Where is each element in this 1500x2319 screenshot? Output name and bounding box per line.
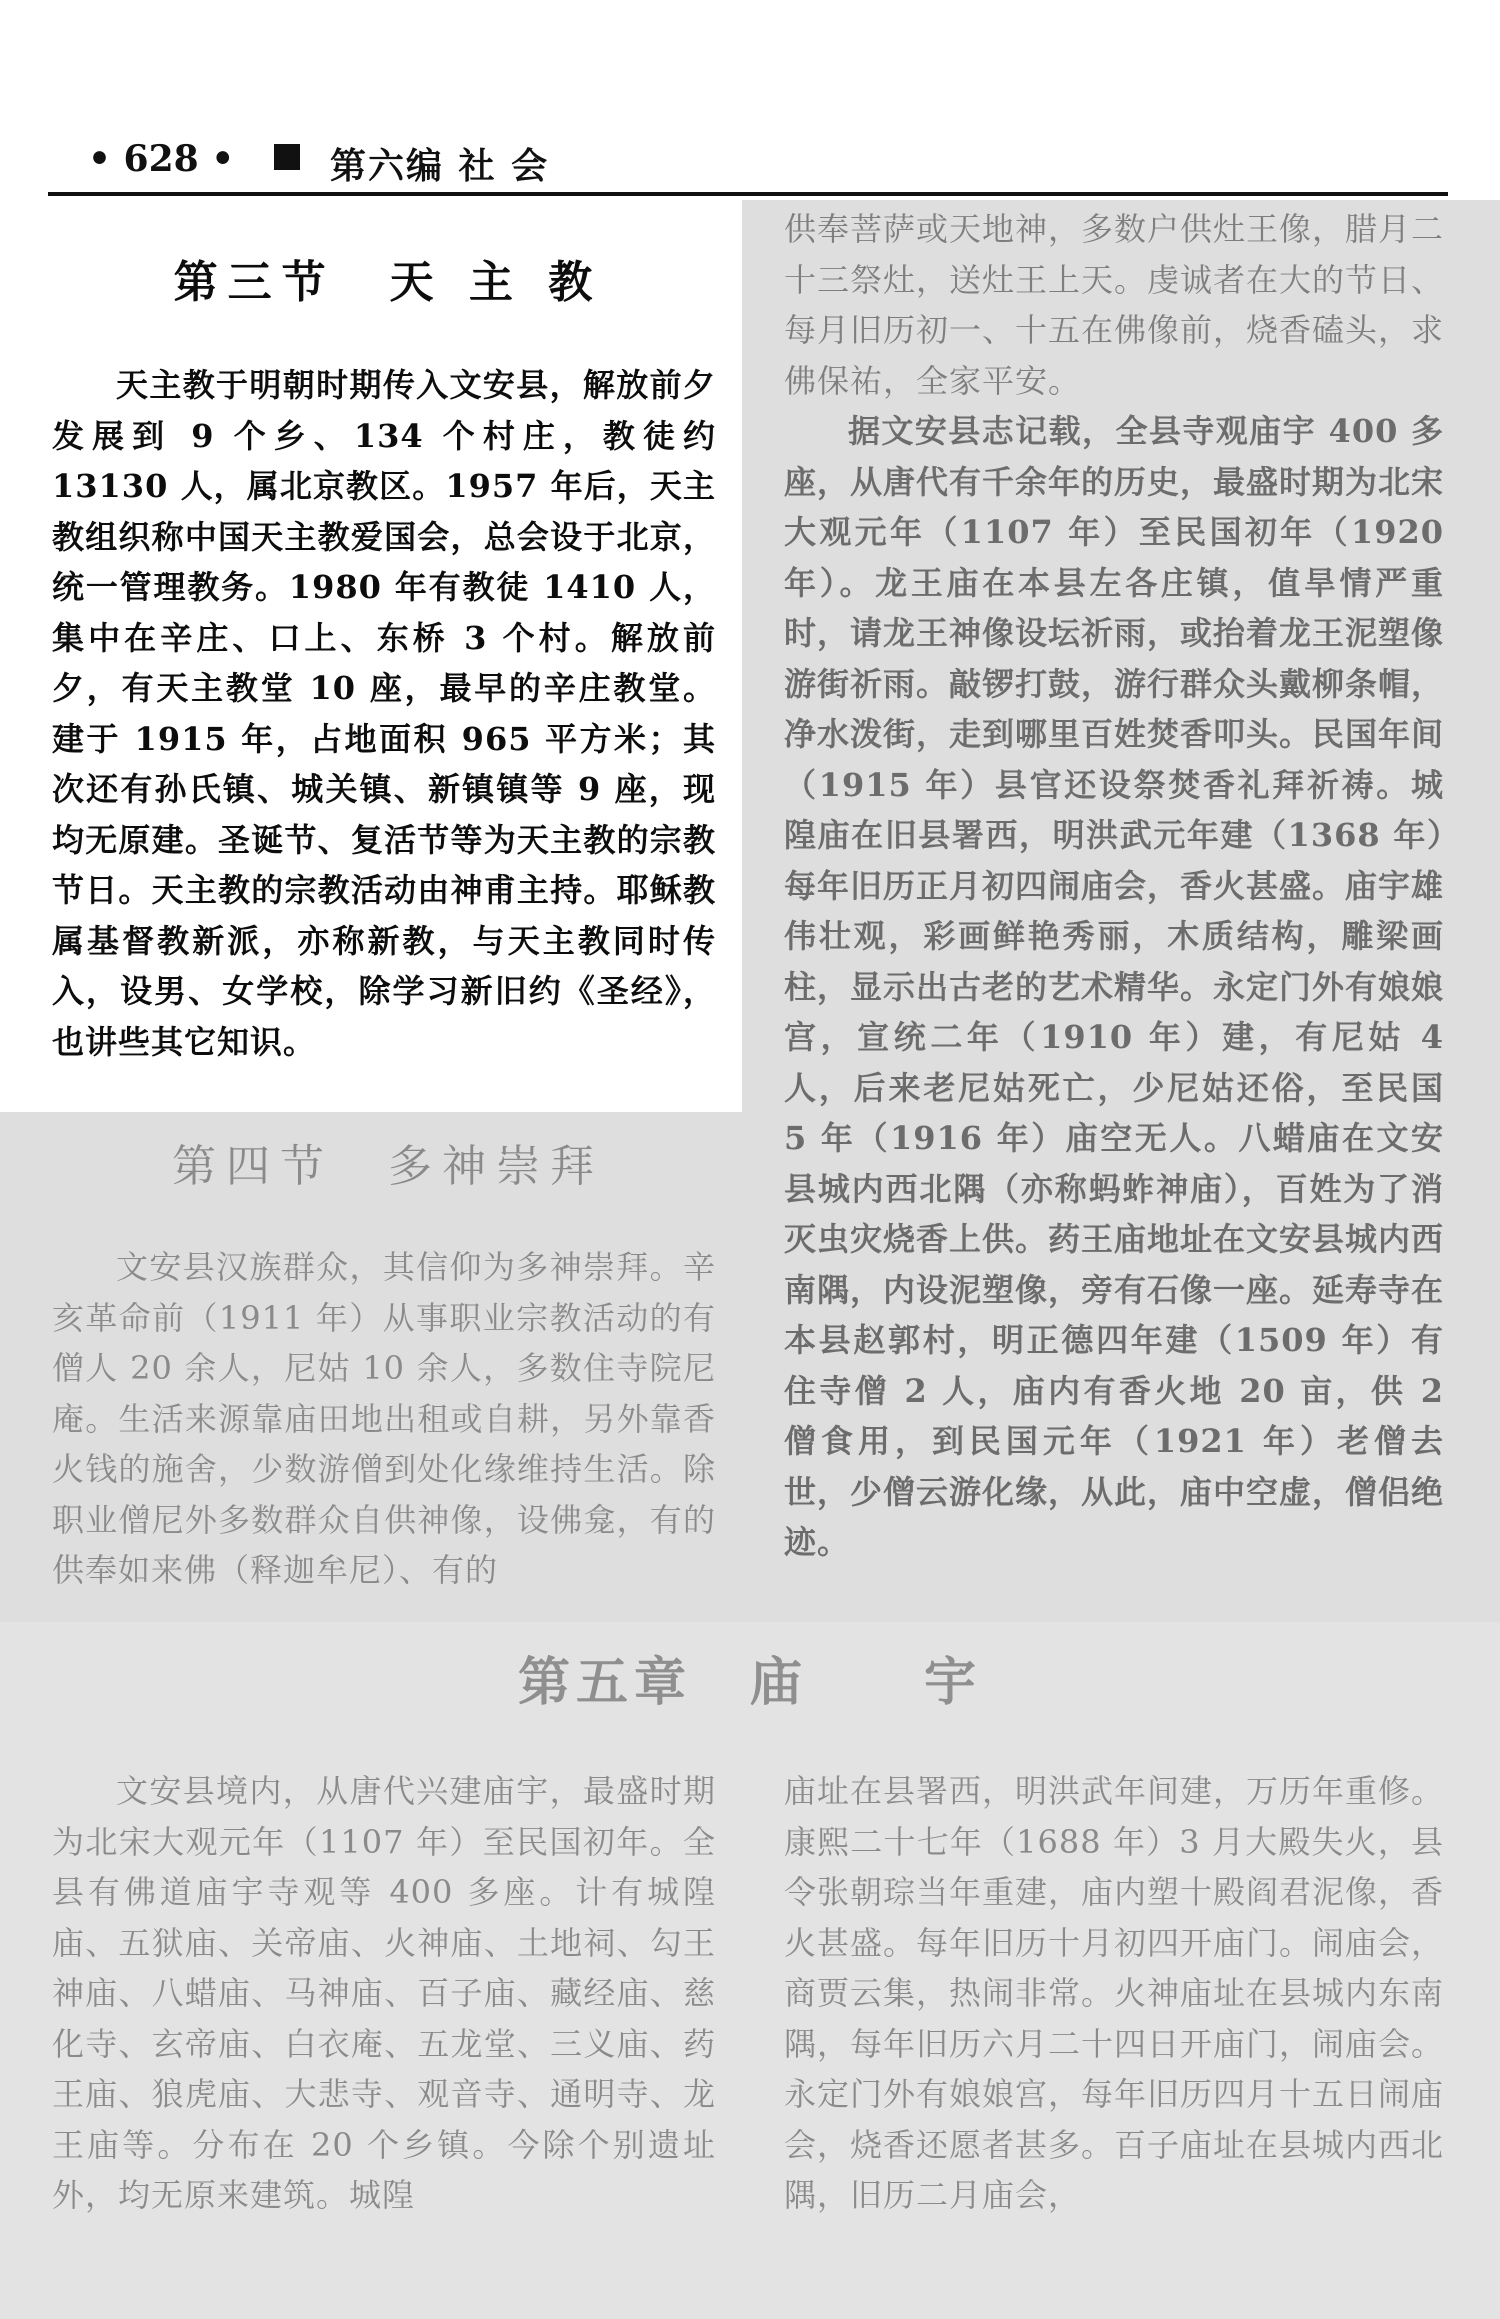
chapter5-heading: 第五章 庙 宇	[517, 1652, 982, 1713]
chapter5-right-paragraph: 庙址在县署西，明洪武年间建，万历年重修。康熙二十七年（1688 年）3 月大殿失火，县令张朝琮当年重建，庙内塑十殿阎君泥像，香火甚盛。每年旧历十月初四开庙门。闹庙会，商贾云集，热闹非常。火神庙址在县城内东南隅，每年旧历六月二十四日开庙门，闹庙会。永定门外有娘娘宫，每年旧历四月十五日闹庙会，烧香还愿者甚多。百子庙址在县城内西北隅，旧历二月庙会，	[784, 1772, 1445, 2214]
running-header	[48, 132, 1448, 188]
right-paragraph-2: 据文安县志记载，全县寺观庙宇 400 多座，从唐代有千余年的历史，最盛时期为北宋大观元年（1107 年）至民国初年（1920 年）。龙王庙在本县左各庄镇，值旱情严重时，请龙王神像设坛祈雨，或抬着龙王泥塑像游街祈雨。敲锣打鼓，游行群众头戴柳条帽，净水泼街，走到哪里百姓焚香叩头。民国年间（1915 年）县官还设祭焚香礼拜祈祷。城隍庙在旧县署西，明洪武元年建（1368 年）每年旧历正月初四闹庙会，香火甚盛。庙宇雄伟壮观，彩画鲜艳秀丽，木质结构，雕梁画柱，显示出古老的艺术精华。永定门外有娘娘宫，宣统二年（1910 年）建，有尼姑 4 人，后来老尼姑死亡，少尼姑还俗，至民国 5 年（1916 年）庙空无人。八蜡庙在文安县城内西北隅（亦称蚂蚱神庙），百姓为了消灭虫灾烧香上供。药王庙地址在文安县城内西南隅，内设泥塑像，旁有石像一座。延寿寺在本县赵郭村，明正德四年建（1509 年）有住寺僧 2 人，庙内有香火地 20 亩，供 2 僧食用，到民国元年（1921 年）老僧去世，少僧云游化缘，从此，庙中空虚，僧侣绝迹。	[784, 412, 1445, 1561]
header-rule	[48, 192, 1448, 196]
page-number: • 628 •	[88, 138, 235, 180]
chapter5-right-body	[784, 1766, 1444, 2221]
section3-heading: 第三节 天 主 教	[173, 257, 603, 308]
chapter5-left-paragraph: 文安县境内，从唐代兴建庙宇，最盛时期为北宋大观元年（1107 年）至民国初年。全县有佛道庙宇寺观等 400 多座。计有城隍庙、五狱庙、关帝庙、火神庙、土地祠、勾王神庙、八蜡庙、马神庙、百子庙、藏经庙、慈化寺、玄帝庙、白衣庵、五龙堂、三义庙、药王庙、狼虎庙、大悲寺、观音寺、通明寺、龙王庙等。分布在 20 个乡镇。今除个别遗址外，均无原来建筑。城隍	[52, 1772, 716, 2214]
section4-heading: 第四节 多神崇拜	[172, 1141, 604, 1192]
section4-body	[52, 1242, 716, 1596]
chapter5-left-body	[52, 1766, 716, 2221]
black-square-icon	[274, 144, 300, 170]
right-column	[784, 204, 1444, 1568]
section-title: 第六编 社 会	[330, 145, 550, 187]
section3-body	[52, 360, 716, 1067]
section3-paragraph: 天主教于明朝时期传入文安县，解放前夕发展到 9 个乡、134 个村庄，教徒约 13130 人，属北京教区。1957 年后，天主教组织称中国天主教爱国会，总会设于北京，统一管理教务。1980 年有教徒 1410 人，集中在辛庄、口上、东桥 3 个村。解放前夕，有天主教堂 10 座，最早的辛庄教堂。建于 1915 年，占地面积 965 平方米；其次还有孙氏镇、城关镇、新镇镇等 9 座，现均无原建。圣诞节、复活节等为天主教的宗教节日。天主教的宗教活动由神甫主持。耶稣教属基督教新派，亦称新教，与天主教同时传入，设男、女学校，除学习新旧约《圣经》，也讲些其它知识。	[52, 366, 716, 1061]
section4-paragraph: 文安县汉族群众，其信仰为多神崇拜。辛亥革命前（1911 年）从事职业宗教活动的有僧人 20 余人，尼姑 10 余人，多数住寺院尼庵。生活来源靠庙田地出租或自耕，另外靠香火钱的施舍，少数游僧到处化缘维持生活。除职业僧尼外多数群众自供神像，设佛龛，有的供奉如来佛（释迦牟尼）、有的	[52, 1248, 716, 1589]
right-paragraph-1: 供奉菩萨或天地神，多数户供灶王像，腊月二十三祭灶，送灶王上天。虔诚者在大的节日、每月旧历初一、十五在佛像前，烧香磕头，求佛保祐，全家平安。	[784, 210, 1445, 400]
